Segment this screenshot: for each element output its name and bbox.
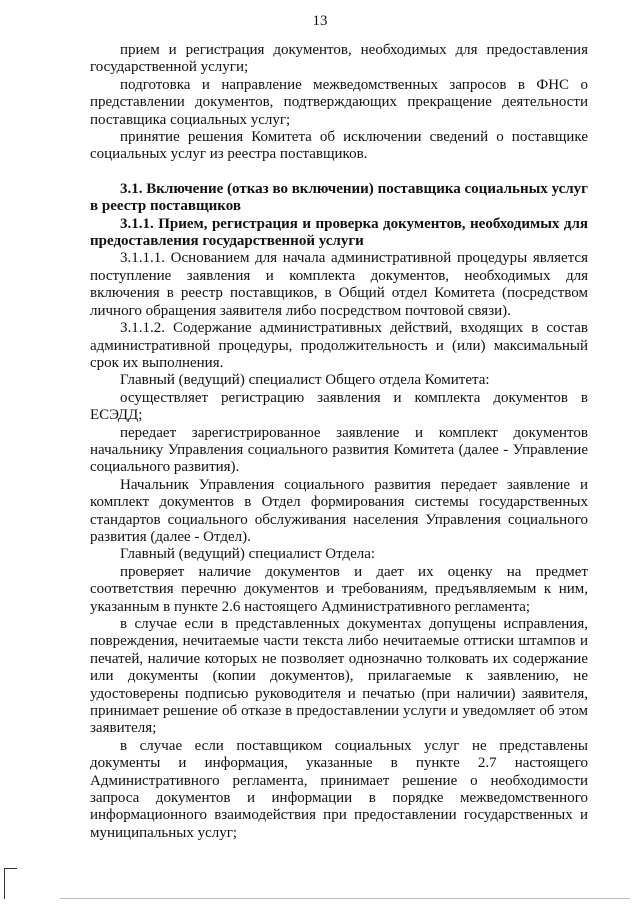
paragraph-general-dept-specialist: Главный (ведущий) специалист Общего отдела Комитета:	[120, 372, 490, 389]
paragraph-intro-decision: принятие решения Комитета об исключении сведений о поставщике социальных услуг из реестра поставщиков.	[90, 129, 588, 163]
heading-3-1: 3.1. Включение (отказ во включении) поставщика социальных услуг в реестр поставщиков	[90, 180, 588, 215]
paragraph-3-1-1-2: 3.1.1.2. Содержание административных действий, входящих в состав административной процедуры, продолжительность и (или) максимальный срок их выполнения.	[90, 320, 588, 371]
scan-margin-mark	[4, 868, 17, 899]
scan-bottom-edge	[60, 898, 630, 899]
paragraph-refusal-case: в случае если в представленных документах допущены исправления, повреждения, нечитаемые части текста либо нечитаемые оттиски штампов и печатей, наличие которых не позволяет однозначно толковать их содержание или документы (копии документов), прилагаемые к заявлению, не удостоверены подписью руководителя и печатью (при наличии) заявителя, принимает решение об отказе в предоставлении услуги и уведомляет об этом заявителя;	[90, 616, 588, 737]
paragraph-3-1-1-1: 3.1.1.1. Основанием для начала административной процедуры является поступление заявления и комплекта документов, необходимых для включения в реестр поставщиков, в Общий отдел Комитета (посредством личного обращения заявителя либо посредством почтовой связи).	[90, 250, 588, 319]
paragraph-head-transfers: Начальник Управления социального развития передает заявление и комплект документов в Отдел формирования системы государственных стандартов социального обслуживания населения Управления социального развития (далее - Отдел).	[90, 476, 588, 545]
section-gap	[90, 164, 588, 181]
paragraph-transfer-to-head: передает зарегистрированное заявление и комплект документов начальнику Управления социального развития Комитета (далее - Управление социального развития).	[90, 424, 588, 476]
document-body	[90, 42, 588, 842]
paragraph-intro-reception: прием и регистрация документов, необходимых для предоставления государственной услуги;	[90, 42, 588, 76]
paragraph-dept-specialist: Главный (ведущий) специалист Отдела:	[120, 546, 376, 563]
paragraph-registration: осуществляет регистрацию заявления и комплекта документов в ЕСЭДД;	[90, 389, 588, 424]
page-number: 13	[312, 13, 328, 29]
paragraph-interagency-case: в случае если поставщиком социальных услуг не представлены документы и информация, указанные в пункте 2.7 настоящего Административного регламента, принимает решение о необходимости запроса документов и информации в порядке межведомственного информационного взаимодействия при предоставлении государственных и муниципальных услуг;	[90, 737, 588, 841]
paragraph-intro-requests: подготовка и направление межведомственных запросов в ФНС о представлении документов, подтверждающих прекращение деятельности поставщика социальных услуг;	[90, 76, 588, 128]
heading-3-1-1: 3.1.1. Прием, регистрация и проверка документов, необходимых для предоставления государственной услуги	[90, 215, 588, 250]
paragraph-checks-documents: проверяет наличие документов и дает их оценку на предмет соответствия перечню документов и требованиям, предъявляемым к ним, указанным в пункте 2.6 настоящего Административного регламента;	[90, 563, 588, 615]
